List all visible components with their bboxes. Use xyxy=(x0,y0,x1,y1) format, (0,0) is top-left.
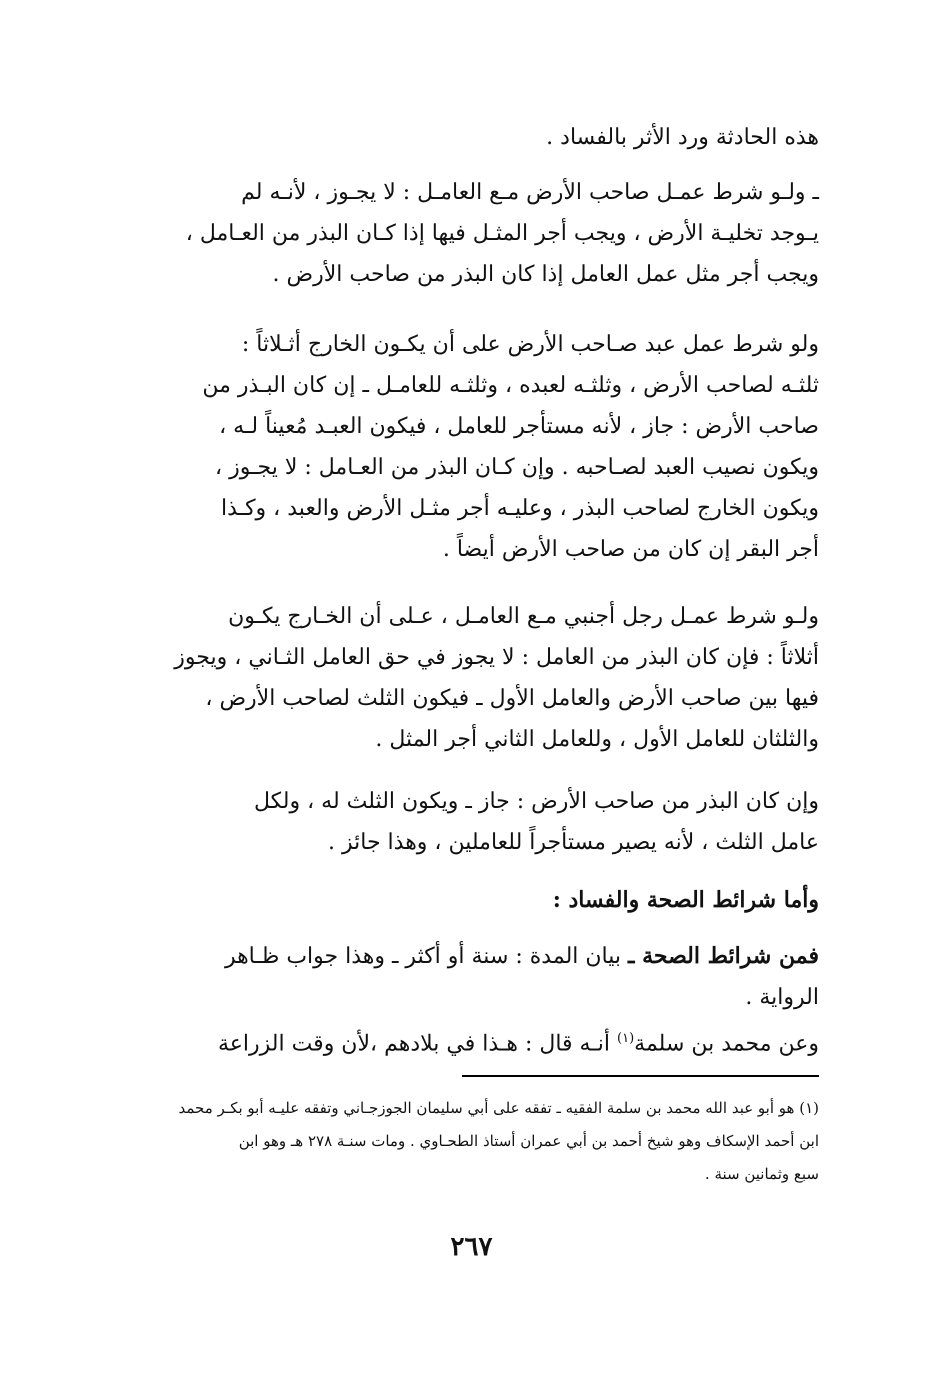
body-text-line: صاحب الأرض : جاز ، لأنه مستأجر للعامل ، فيكون العبـد مُعيناً لـه ، xyxy=(219,414,819,439)
footnote-reference: (١) xyxy=(617,1031,635,1046)
body-text-line: ويكون نصيب العبد لصـاحبه . وإن كـان البذر من العـامل : لا يجـوز ، xyxy=(214,455,819,480)
footnote xyxy=(163,1092,819,1191)
footnote-line: ابن أحمد الإسكاف وهو شيخ أحمد بن أبي عمران أستاذ الطحـاوي . ومات سنـة ٢٧٨ هـ وهو ابن xyxy=(238,1132,819,1150)
body-text-line xyxy=(163,936,819,977)
body-text-line: والثلثان للعامل الأول ، وللعامل الثاني أجر المثل . xyxy=(375,727,819,752)
body-text-line: ويجب أجر مثل عمل العامل إذا كان البذر من صاحب الأرض . xyxy=(272,262,819,287)
body-text-line: ـ ولـو شرط عمـل صاحب الأرض مـع العامـل : لا يجـوز ، لأنـه لم xyxy=(241,180,819,205)
section-heading: وأما شرائط الصحة والفساد : xyxy=(552,887,819,913)
section-heading-block xyxy=(163,880,819,921)
footnote-line: سبع وثمانين سنة . xyxy=(704,1165,819,1183)
body-text-line: وإن كان البذر من صاحب الأرض : جاز ـ ويكون الثلث له ، ولكل xyxy=(253,789,819,814)
line-rest: بيان المدة : سنة أو أكثر ـ وهذا جواب ظـاهر xyxy=(224,944,628,969)
body-text-line xyxy=(163,1018,819,1059)
header-line-block xyxy=(163,117,819,158)
line-end: أنـه قال : هـذا في بلادهم ،لأن وقت الزراعة xyxy=(217,1031,618,1057)
bold-lead-phrase: فمن شرائط الصحة ـ xyxy=(628,943,819,969)
footnote-line: (١) هو أبو عبد الله محمد بن سلمة الفقيه ـ تفقه على أبي سليمان الجوزجـاني وتفقه عليـه أبو بكـر محمد xyxy=(178,1099,819,1117)
body-text-line: ولو شرط عمل عبد صـاحب الأرض على أن يكـون الخارج أثـلاثاً : xyxy=(241,332,819,357)
paragraph-4 xyxy=(163,781,819,863)
body-text-line: ثلثـه لصاحب الأرض ، وثلثـه لعبده ، وثلثـه للعامـل ـ إن كان البـذر من xyxy=(202,373,819,398)
body-text-line: يـوجد تخليـة الأرض ، ويجب أجر المثـل فيها إذا كـان البذر من العـامل ، xyxy=(185,221,819,246)
paragraph-2 xyxy=(163,324,819,570)
body-text-line: الرواية . xyxy=(745,985,819,1010)
body-text-line: ويكون الخارج لصاحب البذر ، وعليـه أجر مثـل الأرض والعبد ، وكـذا xyxy=(220,496,819,521)
body-text-line: أثلاثاً : فإن كان البذر من العامل : لا يجوز في حق العامل الثـاني ، ويجوز xyxy=(174,645,819,670)
footnote-divider xyxy=(462,1075,819,1077)
line-start: وعن محمد بن سلمة xyxy=(634,1031,819,1057)
paragraph-1 xyxy=(163,172,819,295)
body-text-line: أجر البقر إن كان من صاحب الأرض أيضاً . xyxy=(442,537,819,562)
body-text-line: هذه الحادثة ورد الأثر بالفساد . xyxy=(546,125,819,150)
body-text-line: فيها بين صاحب الأرض والعامل الأول ـ فيكون الثلث لصاحب الأرض ، xyxy=(205,686,819,711)
body-text-line: ولـو شرط عمـل رجل أجنبي مـع العامـل ، عـلى أن الخـارج يكـون xyxy=(228,604,819,629)
page-number: ٢٦٧ xyxy=(450,1232,493,1262)
body-text-line: عامل الثلث ، لأنه يصير مستأجراً للعاملين ، وهذا جائز . xyxy=(328,830,819,855)
paragraph-3 xyxy=(163,596,819,760)
conditions-paragraph xyxy=(163,936,819,1059)
